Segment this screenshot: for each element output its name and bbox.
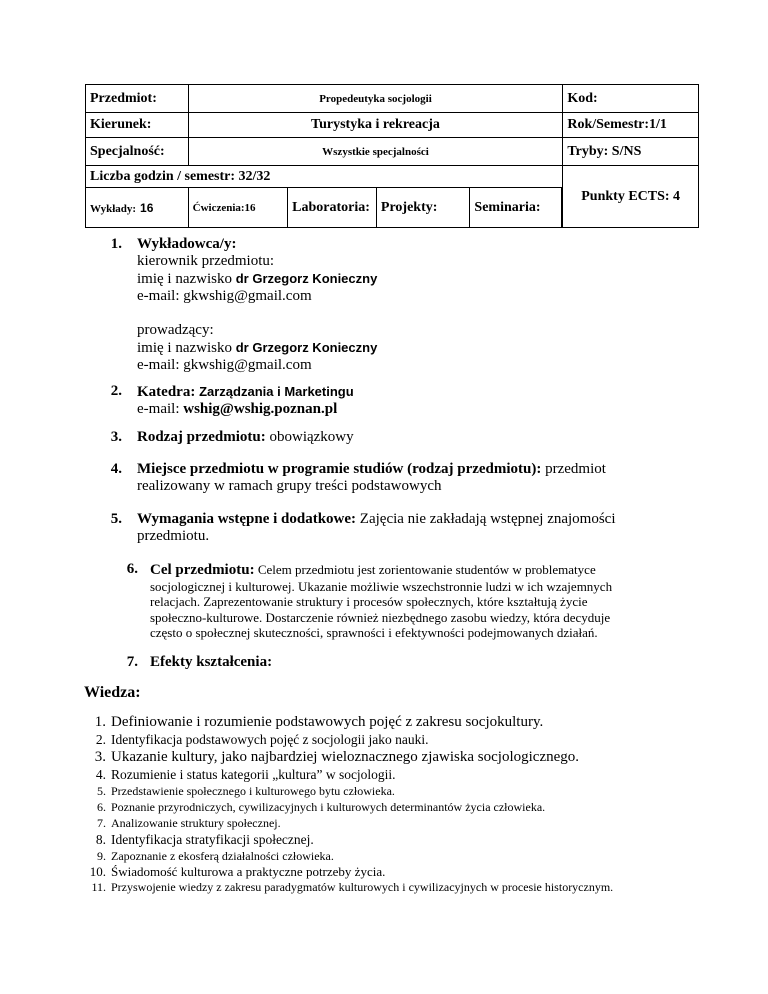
- list-item: 3. Ukazanie kultury, jako najbardziej wieloznacznego zjawiska socjologicznego.: [94, 749, 580, 765]
- list-item: 2. Identyfikacja podstawowych pojęć z socjologii jako nauki.: [95, 732, 429, 747]
- cwiczenia: Ćwiczenia:16: [188, 188, 288, 228]
- tryby: Tryby: S/NS: [563, 138, 699, 166]
- list-item: 9. Zapoznanie z ekosferą działalności człowieka.: [97, 849, 334, 863]
- list-item: 6. Poznanie przyrodniczych, cywilizacyjnych i kulturowych determinantów życia człowieka.: [97, 800, 546, 814]
- kierunek-label: Kierunek:: [86, 113, 189, 138]
- seminaria: Seminaria:: [470, 188, 562, 228]
- wiedza-heading: Wiedza:: [84, 684, 141, 701]
- course-info-table: [85, 84, 699, 228]
- liczba-godzin: Liczba godzin / semestr: 32/32: [86, 166, 563, 188]
- punkty-ects: Punkty ECTS: 4: [563, 166, 699, 228]
- specjalnosc-label: Specjalność:: [86, 138, 189, 166]
- wyklady-cell: [86, 188, 189, 228]
- wiedza-list: [80, 713, 680, 895]
- list-item: 7. Analizowanie struktury społecznej.: [97, 816, 281, 830]
- list-item: 8. Identyfikacja stratyfikacji społecznej.: [95, 832, 314, 847]
- przedmiot-label: Przedmiot:: [86, 85, 189, 113]
- department-name: Zarządzania i Marketingu: [199, 384, 354, 399]
- list-item: 10. Świadomość kulturowa a praktyczne potrzeby życia.: [89, 864, 386, 879]
- lecturer-email: e-mail: gkwshig@gmail.com: [137, 288, 312, 304]
- list-item: 4. Rozumienie i status kategorii „kultura” w socjologii.: [95, 767, 396, 782]
- wyklady-value: 16: [140, 200, 154, 215]
- przedmiot-value: Propedeutyka socjologii: [188, 85, 563, 113]
- list-item: 5. Przedstawienie społecznego i kulturowego bytu człowieka.: [97, 784, 395, 798]
- rok-semestr: Rok/Semestr:1/1: [563, 113, 699, 138]
- list-item: 11. Przyswojenie wiedzy z zakresu paradygmatów kulturowych i cywilizacyjnych w procesie historycznym.: [91, 880, 614, 894]
- laboratoria: Laboratoria:: [288, 188, 377, 228]
- lecturer-name: dr Grzegorz Konieczny: [235, 271, 378, 286]
- kierunek-value: Turystyka i rekreacja: [188, 113, 563, 138]
- projekty: Projekty:: [376, 188, 470, 228]
- instructor-email: e-mail: gkwshig@gmail.com: [137, 357, 312, 373]
- wyklady-label: Wykłady:: [90, 202, 137, 215]
- instructor-name: dr Grzegorz Konieczny: [235, 340, 378, 355]
- kod-label: Kod:: [563, 85, 699, 113]
- department-email: wshig@wshig.poznan.pl: [183, 401, 338, 417]
- spacer-cell: [562, 188, 563, 228]
- section-title: Wykładowca/y:: [137, 236, 237, 252]
- list-item: 1. Definiowanie i rozumienie podstawowych pojęć z zakresu socjokultury.: [94, 714, 544, 730]
- specjalnosc-value: Wszystkie specjalności: [188, 138, 563, 166]
